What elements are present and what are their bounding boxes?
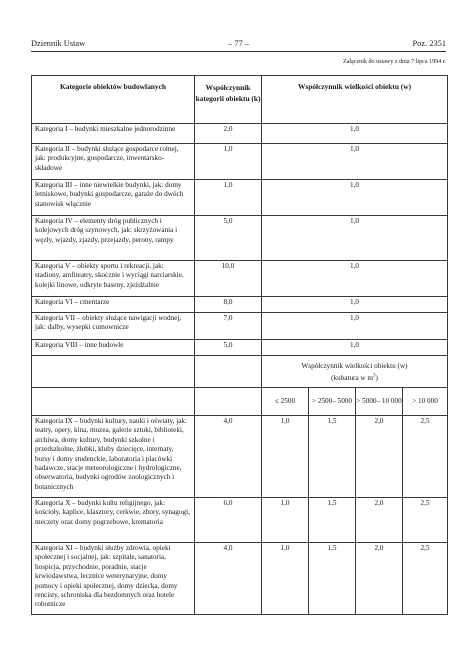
table-row xyxy=(32,261,448,297)
table-row xyxy=(32,180,448,216)
k-value: 4,0 xyxy=(195,543,262,615)
k-value: 1,0 xyxy=(195,180,262,216)
table-row xyxy=(32,498,448,543)
w-value: 1,0 xyxy=(262,313,448,340)
category-cell: Kategoria III – inne niewielkie budynki, jak: domy letniskowe, budynki gospodarcze, garaże do dwóch stanowisk włącznie xyxy=(32,180,195,216)
category-cell: Kategoria IV – elementy dróg publicznych i kolejowych dróg szynowych, jak: skrzyżowania i węzły, wjazdy, zjazdy, przejazdy, perony, rampy xyxy=(32,216,195,261)
w-value: 2,0 xyxy=(356,498,403,543)
table-row xyxy=(32,144,448,180)
k-value: 5,0 xyxy=(195,216,262,261)
column-header-w: Współczynnik wielkości obiektu (w) xyxy=(262,76,448,124)
volume-range: > 10 000 xyxy=(403,388,448,416)
k-value: 5,0 xyxy=(195,340,262,356)
annex-note: Załącznik do ustawy z dnia 7 lipca 1994 r. xyxy=(342,59,446,65)
w-value: 1,5 xyxy=(309,543,356,615)
journal-name: Dziennik Ustaw xyxy=(31,39,86,48)
volume-header-title: Współczynnik wielkości obiektu (w) xyxy=(301,361,408,370)
w-value: 1,0 xyxy=(262,216,448,261)
table-row xyxy=(32,416,448,498)
category-cell: Kategoria II – budynki służące gospodarce rolnej, jak: produkcyjne, gospodarcze, inwentarsko-składowe xyxy=(32,144,195,180)
volume-header-row xyxy=(32,356,448,388)
volume-unit-close: ) xyxy=(375,373,378,382)
category-cell: Kategoria XI – budynki służby zdrowia, opieki społecznej i socjalnej, jak: szpitale, sanatoria, hospicja, przychodnie, poradnie, stacje krwiodawstwa, lecznice weterynaryjne, domy pomocy i opieki społecznej, domy dziecka, domy rencisty, schroniska dla bezdomnych oraz hotele robotnicze xyxy=(32,543,195,615)
w-value: 2,0 xyxy=(356,416,403,498)
category-cell: Kategoria X – budynki kultu religijnego, jak: kościoły, kaplice, klasztory, cerkwie, zbory, synagogi, meczety oraz domy pogrzebowe, krematoria xyxy=(32,498,195,543)
table-row xyxy=(32,216,448,261)
column-header-k: Współczynnik kategorii obiektu (k) xyxy=(195,76,262,124)
category-cell: Kategoria VI – cmentarze xyxy=(32,297,195,313)
header-rule xyxy=(31,51,446,52)
w-value: 1,0 xyxy=(262,124,448,144)
k-value: 10,0 xyxy=(195,261,262,297)
w-value: 2,5 xyxy=(403,543,448,615)
empty-cell xyxy=(195,356,262,388)
w-value: 2,5 xyxy=(403,416,448,498)
k-value: 6,0 xyxy=(195,498,262,543)
w-value: 1,5 xyxy=(309,498,356,543)
w-value: 1,0 xyxy=(262,144,448,180)
category-cell: Kategoria IX – budynki kultury, nauki i oświaty, jak: teatry, opery, kina, muzea, galerie sztuki, biblioteki, archiwa, domy kultury, budynki szkolne i przedszkolne, żłobki, kluby dziecięce, internaty, bursy i domy studenckie, laboratoria i placówki badawcze, stacje meteorologiczne i hydrologiczne, obserwatoria, budynki ogrodów zoologicznych i botanicznych xyxy=(32,416,195,498)
volume-range: ≤ 2500 xyxy=(262,388,309,416)
table-row xyxy=(32,340,448,356)
column-header-category: Kategorie obiektów budowlanych xyxy=(32,76,195,124)
w-value: 1,0 xyxy=(262,180,448,216)
k-value: 2,0 xyxy=(195,124,262,144)
volume-header xyxy=(262,356,448,388)
empty-cell xyxy=(32,388,195,416)
w-value: 1,5 xyxy=(309,416,356,498)
empty-cell xyxy=(195,388,262,416)
w-value: 2,5 xyxy=(403,498,448,543)
k-value: 1,0 xyxy=(195,144,262,180)
category-cell: Kategoria VIII – inne budowle xyxy=(32,340,195,356)
page-number: – 77 – xyxy=(228,39,249,48)
volume-unit: (kubatura w m xyxy=(331,373,374,382)
w-value: 1,0 xyxy=(262,416,309,498)
category-cell: Kategoria V – obiekty sportu i rekreacji, jak: stadiony, amfiteatry, skocznie i wyciągi narciarskie, kolejki linowe, odkryte baseny, zjeżdżalnie xyxy=(32,261,195,297)
category-cell: Kategoria I – budynki mieszkalne jednorodzinne xyxy=(32,124,195,144)
table-header-row xyxy=(32,76,448,124)
k-value: 7,0 xyxy=(195,313,262,340)
volume-unit-exponent: 3 xyxy=(373,373,376,379)
table-row xyxy=(32,543,448,615)
volume-ranges-row xyxy=(32,388,448,416)
empty-cell xyxy=(32,356,195,388)
k-value: 8,0 xyxy=(195,297,262,313)
table-row xyxy=(32,313,448,340)
w-value: 1,0 xyxy=(262,543,309,615)
w-value: 2,0 xyxy=(356,543,403,615)
position-number: Poz. 2351 xyxy=(412,39,446,48)
category-cell: Kategoria VII – obiekty służące nawigacji wodnej, jak: dalby, wysepki cumownicze xyxy=(32,313,195,340)
w-value: 1,0 xyxy=(262,340,448,356)
volume-range: > 5000– 10 000 xyxy=(356,388,403,416)
page-header xyxy=(31,39,446,51)
k-value: 4,0 xyxy=(195,416,262,498)
w-value: 1,0 xyxy=(262,297,448,313)
volume-range: > 2500– 5000 xyxy=(309,388,356,416)
table-row xyxy=(32,297,448,313)
w-value: 1,0 xyxy=(262,261,448,297)
w-value: 1,0 xyxy=(262,498,309,543)
table-row xyxy=(32,124,448,144)
fee-coefficients-table xyxy=(31,75,448,615)
